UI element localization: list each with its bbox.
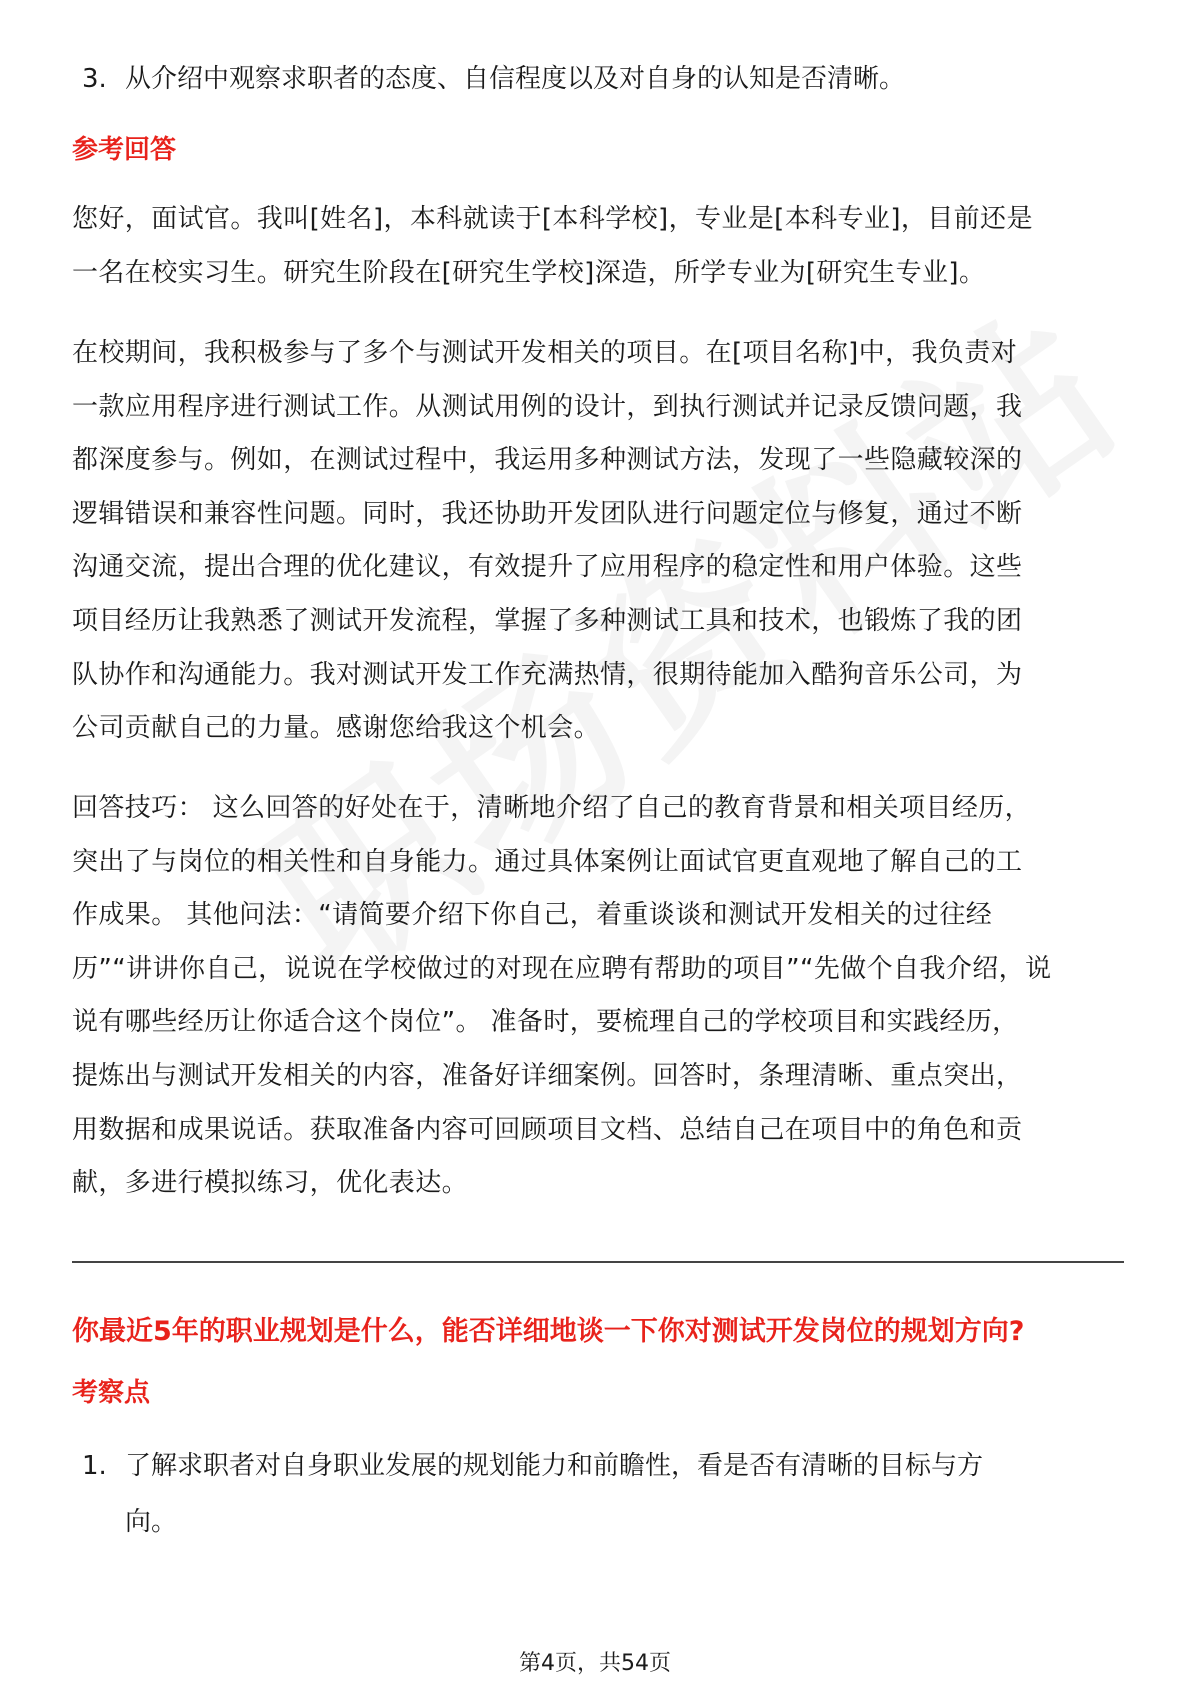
section-divider [72, 1261, 1124, 1263]
paragraph-line: 项目经历让我熟悉了测试开发流程，掌握了多种测试工具和技术，也锻炼了我的团 [72, 605, 1023, 636]
intro-paragraph [72, 193, 1122, 300]
paragraph-line: 一款应用程序进行测试工作。从测试用例的设计，到执行测试并记录反馈问题，我 [72, 391, 1023, 422]
paragraph-line: 回答技巧： 这么回答的好处在于，清晰地介绍了自己的教育背景和相关项目经历， [72, 793, 1032, 823]
answer-heading: 参考回答 [72, 135, 177, 165]
paragraph-line: 提炼出与测试开发相关的内容，准备好详细案例。回答时，条理清晰、重点突出， [72, 1060, 1023, 1091]
list-text-line: 了解求职者对自身职业发展的规划能力和前瞻性，看是否有清晰的目标与方 [125, 1451, 984, 1481]
paragraph-line: 队协作和沟通能力。我对测试开发工作充满热情，很期待能加入酷狗音乐公司，为 [72, 659, 1023, 690]
tips-paragraph [72, 782, 1122, 1211]
list-number: 1. [82, 1451, 107, 1481]
paragraph-line: 沟通交流，提出合理的优化建议，有效提升了应用程序的稳定性和用户体验。这些 [72, 552, 1023, 583]
paragraph-line: 公司贡献自己的力量。感谢您给我这个机会。 [72, 713, 601, 744]
list-text-line: 向。 [125, 1507, 178, 1537]
paragraph-line: 在校期间，我积极参与了多个与测试开发相关的项目。在[项目名称]中，我负责对 [72, 338, 1018, 368]
projects-paragraph [72, 327, 1122, 756]
paragraph-line: 说有哪些经历让你适合这个岗位”。 准备时，要梳理自己的学校项目和实践经历， [72, 1007, 1019, 1038]
paragraph-line: 献，多进行模拟练习，优化表达。 [72, 1168, 469, 1199]
paragraph-line: 您好，面试官。我叫[姓名]，本科就读于[本科学校]，专业是[本科专业]，目前还是 [72, 204, 1033, 234]
paragraph-line: 一名在校实习生。研究生阶段在[研究生学校]深造，所学专业为[研究生专业]。 [72, 257, 986, 288]
paragraph-line: 突出了与岗位的相关性和自身能力。通过具体案例让面试官更直观地了解自己的工 [72, 846, 1023, 877]
page-footer: 第4页，共54页 [519, 1651, 671, 1676]
question-title: 你最近5年的职业规划是什么，能否详细地谈一下你对测试开发岗位的规划方向? [72, 1316, 1025, 1347]
paragraph-line: 作成果。 其他问法：“请简要介绍下你自己，着重谈谈和测试开发相关的过往经 [72, 900, 993, 931]
paragraph-line: 都深度参与。例如，在测试过程中，我运用多种测试方法，发现了一些隐藏较深的 [72, 445, 1023, 476]
list-text [125, 1438, 1125, 1550]
paragraph-line: 逻辑错误和兼容性问题。同时，我还协助开发团队进行问题定位与修复，通过不断 [72, 498, 1023, 529]
paragraph-line: 历”“讲讲你自己，说说在学校做过的对现在应聘有帮助的项目”“先做个自我介绍，说 [72, 953, 1052, 984]
focus-heading: 考察点 [72, 1378, 151, 1408]
paragraph-line: 用数据和成果说话。获取准备内容可回顾项目文档、总结自己在项目中的角色和贡 [72, 1114, 1023, 1145]
list-text: 从介绍中观察求职者的态度、自信程度以及对自身的认知是否清晰。 [125, 64, 906, 94]
list-number: 3. [82, 64, 107, 94]
